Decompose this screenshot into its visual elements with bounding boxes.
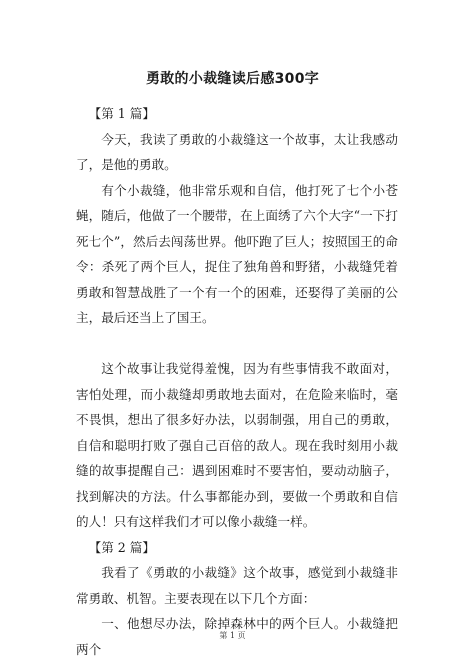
section-heading-2: 【第 2 篇】 (88, 539, 155, 555)
paragraph-1: 今天，我读了勇敢的小裁缝这一个故事，太让我感动了，是他的勇敢。 (76, 131, 398, 172)
page-number: 第 1 页 (219, 631, 246, 640)
document-body (76, 101, 398, 662)
paragraph-2: 有个小裁缝，他非常乐观和自信，他打死了七个小苍蝇，随后，他做了一个腰带，在上面绣了六个大字“一下打死七个”，然后去闯荡世界。他吓跑了巨人；按照国王的命令：杀死了两个巨人，捉住了独角兽和野猪，小裁缝凭着勇敢和智慧战胜了一个有一个的困难，还娶得了美丽的公主，最后还当上了国王。 (76, 182, 398, 325)
paragraph-5: 一、他想尽办法，除掉森林中的两个巨人。小裁缝把两个 (76, 616, 398, 657)
paragraph-3: 这个故事让我觉得羞愧，因为有些事情我不敢面对，害怕处理，而小裁缝却勇敢地去面对，在危险来临时，毫不畏惧，想出了很多好办法，以弱制强，用自己的勇敢，自信和聪明打败了强自己百倍的敌人。现在我时刻用小裁缝的故事提醒自己：遇到困难时不要害怕，要动动脑子，找到解决的方法。什么事都能办到，要做一个勇敢和自信的人！只有这样我们才可以像小裁缝一样。 (76, 361, 398, 529)
section-heading-1: 【第 1 篇】 (88, 106, 155, 121)
document-title: 勇敢的小裁缝读后感300字 (145, 71, 320, 87)
paragraph-spacer (76, 331, 398, 357)
paragraph-4: 我看了《勇敢的小裁缝》这个故事，感觉到小裁缝非常勇敢、机智。主要表现在以下几个方面： (76, 565, 398, 606)
